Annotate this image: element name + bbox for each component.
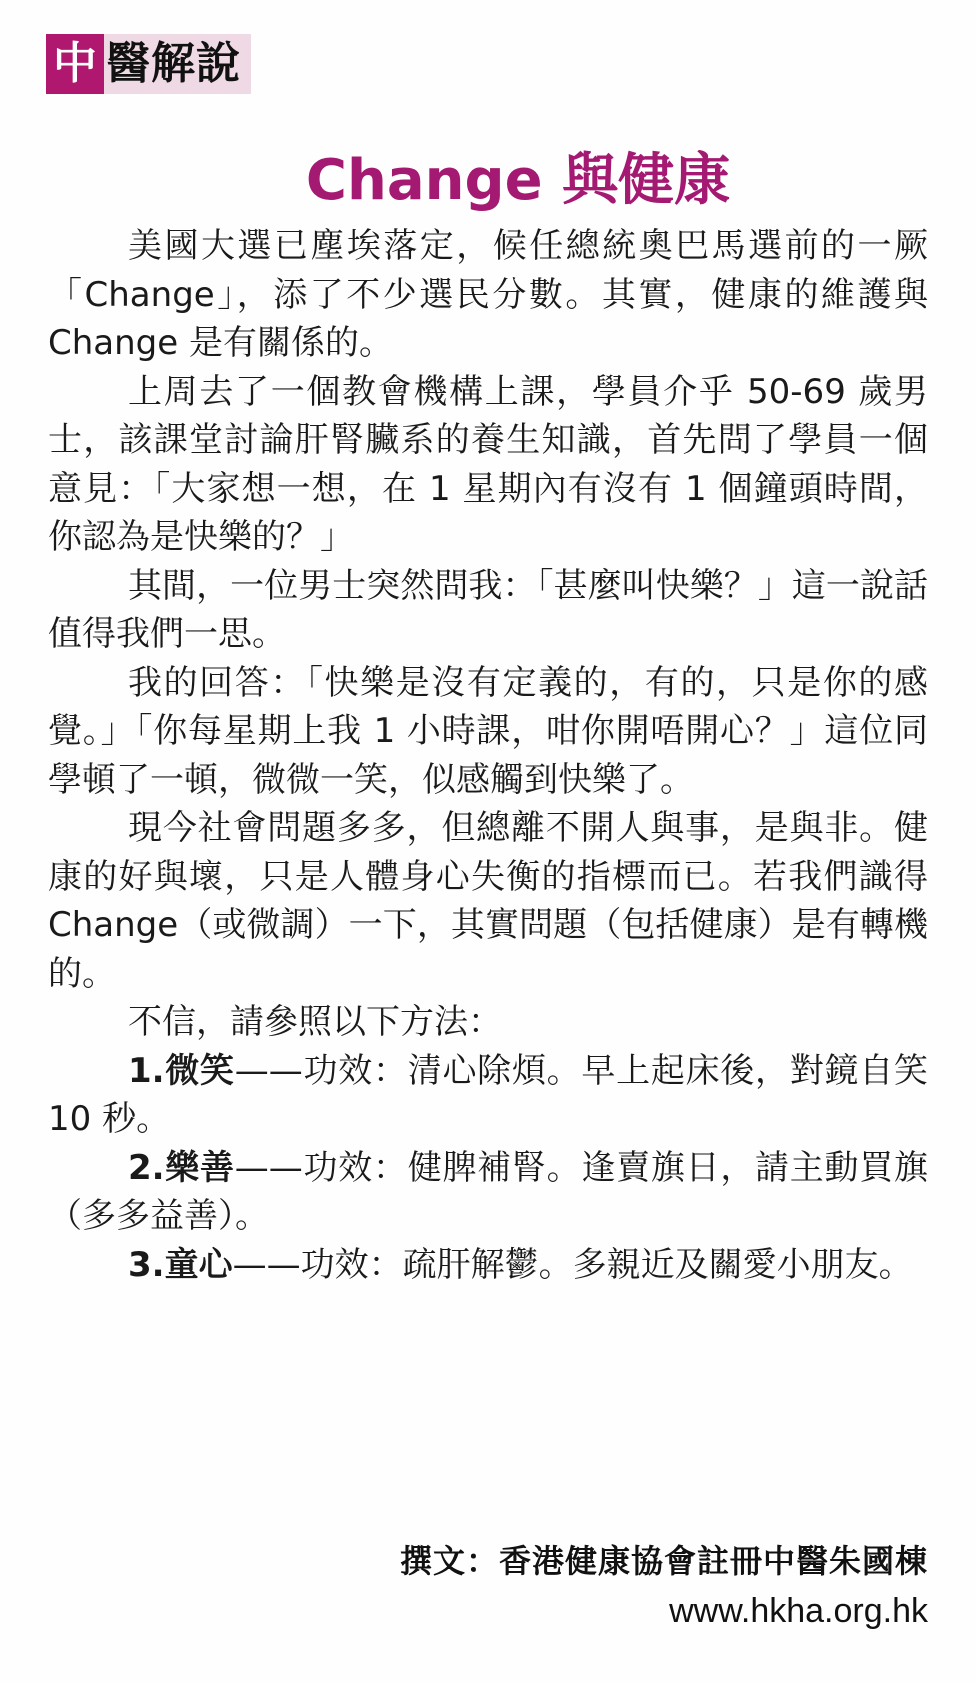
paragraph: 上周去了一個教會機構上課，學員介乎 50-69 歲男士，該課堂討論肝腎臟系的養生知識，首先問了學員一個意見：「大家想一想，在 1 星期內有沒有 1 個鐘頭時間，你認為是快樂的？」: [48, 371, 928, 557]
paragraph: 不信，請參照以下方法：: [128, 1002, 502, 1042]
method-item: 2.樂善——功效：健脾補腎。逢賣旗日，請主動買旗（多多益善）。: [48, 1147, 928, 1236]
column-tag-mark: 中: [46, 34, 104, 94]
method-item: 1.微笑——功效：清心除煩。早上起床後，對鏡自笑 10 秒。: [48, 1050, 928, 1139]
method-label: 2.樂善: [128, 1147, 235, 1188]
article-body: [48, 222, 928, 1289]
paragraph: 其間，一位男士突然問我：「甚麼叫快樂？」這一說話值得我們一思。: [48, 565, 928, 654]
method-item: 3.童心——功效：疏肝解鬱。多親近及關愛小朋友。: [128, 1244, 913, 1285]
paragraph: 美國大選已塵埃落定，候任總統奧巴馬選前的一厥「Change」，添了不少選民分數。其實，健康的維護與 Change 是有關係的。: [48, 226, 928, 363]
column-tag-label: 醫解說: [106, 38, 241, 89]
method-label: 1.微笑: [128, 1050, 235, 1091]
column-tag: [46, 34, 251, 94]
paragraph: 現今社會問題多多，但總離不開人與事，是與非。健康的好與壞，只是人體身心失衡的指標而已。若我們識得 Change（或微調）一下，其實問題（包括健康）是有轉機的。: [48, 808, 928, 994]
author-byline: 撰文：香港健康協會註冊中醫朱國棟: [399, 1542, 928, 1580]
paragraph: 我的回答：「快樂是沒有定義的，有的，只是你的感覺。」「你每星期上我 1 小時課，咁你開唔開心？」這位同學頓了一頓，微微一笑，似感觸到快樂了。: [48, 662, 928, 800]
method-label: 3.童心: [128, 1244, 233, 1285]
article-title: Change 與健康: [305, 148, 731, 213]
website-url: www.hkha.org.hk: [669, 1592, 928, 1630]
